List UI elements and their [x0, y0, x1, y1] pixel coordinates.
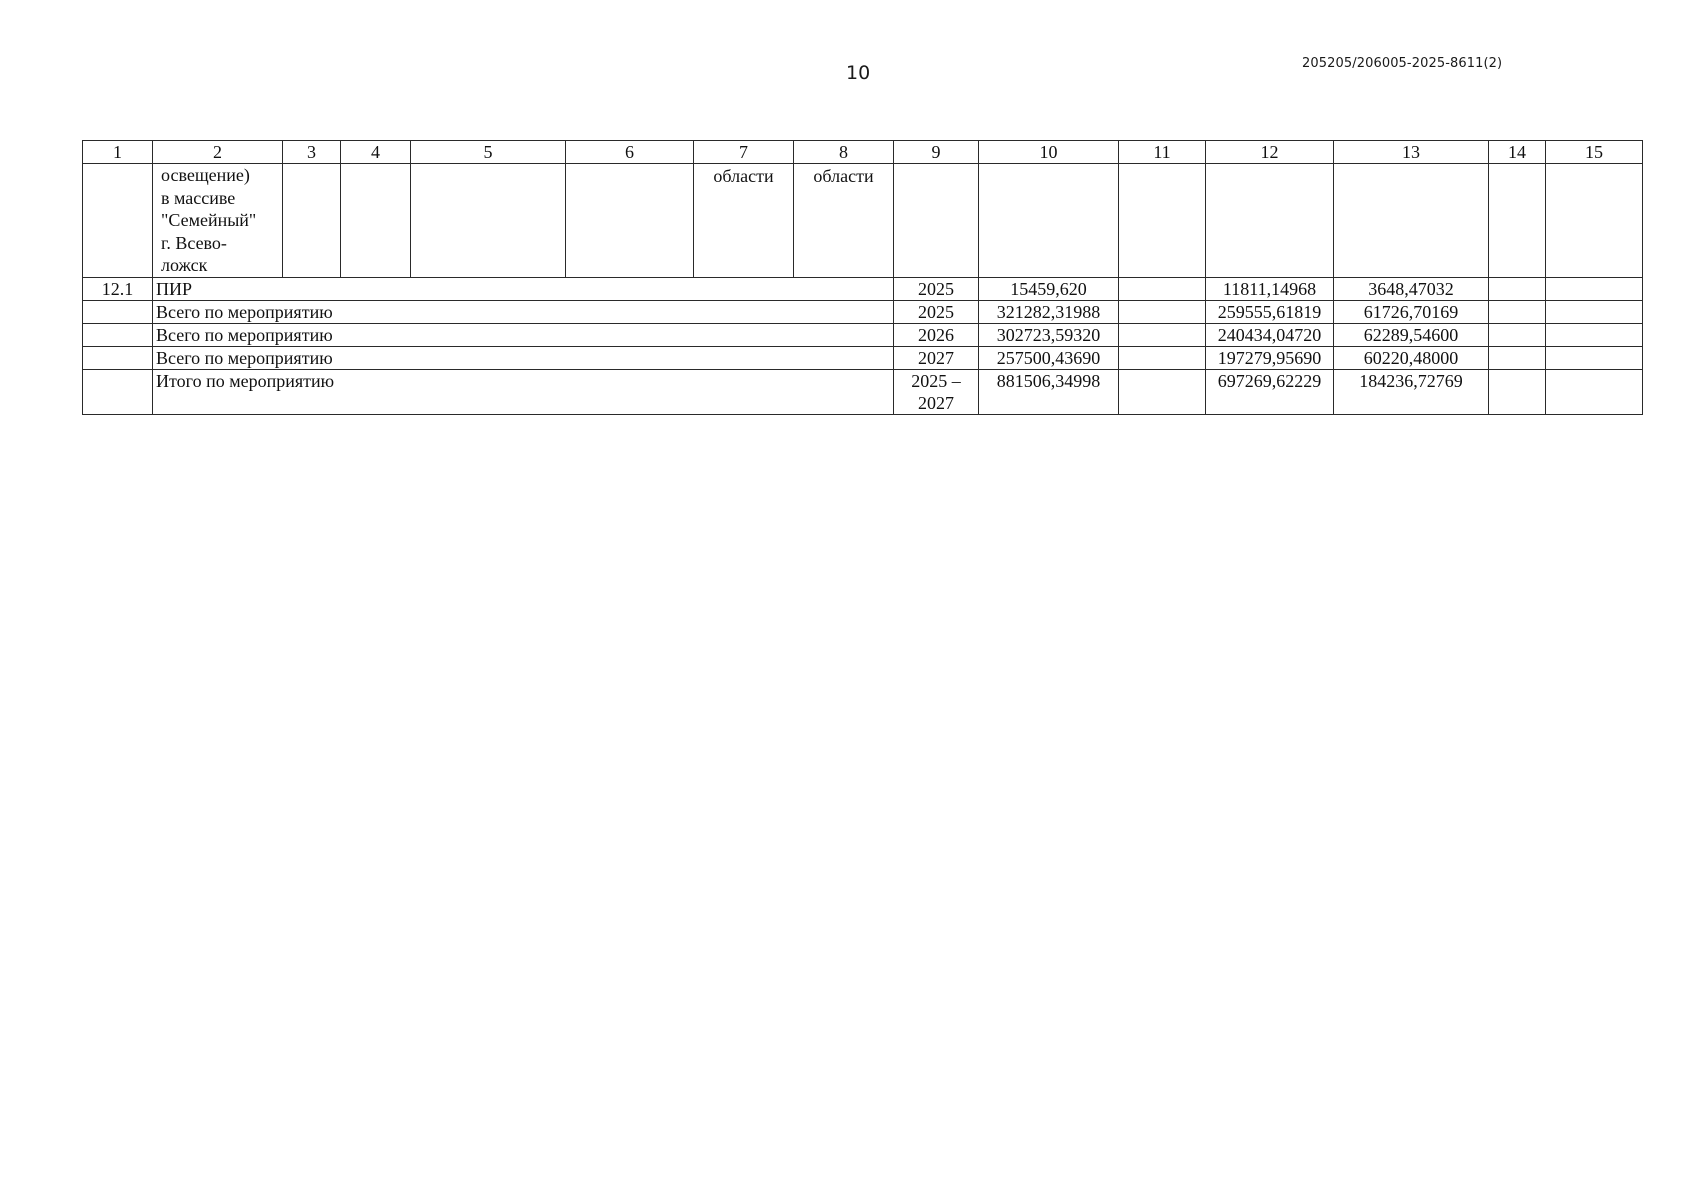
table-cell — [1546, 370, 1643, 415]
item-number — [83, 301, 153, 324]
item-number — [83, 324, 153, 347]
column-header: 11 — [1119, 141, 1206, 164]
amount-cell-col13: 61726,70169 — [1334, 301, 1489, 324]
table-cell — [411, 164, 566, 278]
year-cell: 2026 — [894, 324, 979, 347]
year-cell: 2025 — [894, 301, 979, 324]
table-cell — [1489, 324, 1546, 347]
table-cell — [1546, 301, 1643, 324]
column-header: 12 — [1206, 141, 1334, 164]
total-row — [83, 370, 1643, 415]
table-cell — [1206, 164, 1334, 278]
table-cell — [341, 164, 411, 278]
table-cell — [1489, 347, 1546, 370]
item-label: Всего по мероприятию — [153, 301, 894, 324]
column-header: 7 — [694, 141, 794, 164]
amount-cell-col12: 259555,61819 — [1206, 301, 1334, 324]
total-amount-cell: 257500,43690 — [979, 347, 1119, 370]
column-header: 2 — [153, 141, 283, 164]
item-label: Всего по мероприятию — [153, 347, 894, 370]
table-cell — [1489, 278, 1546, 301]
column-header: 1 — [83, 141, 153, 164]
item-label: Всего по мероприятию — [153, 324, 894, 347]
column-header: 14 — [1489, 141, 1546, 164]
total-amount-cell: 321282,31988 — [979, 301, 1119, 324]
region-cell: области — [694, 164, 794, 278]
table-cell — [83, 164, 153, 278]
column-header: 13 — [1334, 141, 1489, 164]
amount-cell-col12: 11811,14968 — [1206, 278, 1334, 301]
table-cell — [979, 164, 1119, 278]
table-cell — [1334, 164, 1489, 278]
region-cell: области — [794, 164, 894, 278]
table-cell — [1546, 347, 1643, 370]
description-line: в массиве — [161, 187, 236, 208]
table-cell — [1489, 164, 1546, 278]
column-header: 8 — [794, 141, 894, 164]
table-cell — [1489, 301, 1546, 324]
table-cell — [283, 164, 341, 278]
item-number: 12.1 — [83, 278, 153, 301]
document-code: 205205/206005-2025-8611(2) — [1302, 56, 1503, 71]
table-cell — [1119, 301, 1206, 324]
period-end: 2027 — [918, 393, 954, 413]
column-header: 3 — [283, 141, 341, 164]
amount-cell-col12: 697269,62229 — [1206, 370, 1334, 415]
description-line: г. Всево- — [161, 232, 227, 253]
table-row — [83, 301, 1643, 324]
description-line: "Семейный" — [161, 210, 257, 230]
table-row — [83, 347, 1643, 370]
table-cell — [1119, 324, 1206, 347]
amount-cell-col12: 197279,95690 — [1206, 347, 1334, 370]
amount-cell-col13: 62289,54600 — [1334, 324, 1489, 347]
amount-cell-col13: 60220,48000 — [1334, 347, 1489, 370]
table-cell — [566, 164, 694, 278]
table-cell — [1546, 164, 1643, 278]
column-header: 15 — [1546, 141, 1643, 164]
column-header: 4 — [341, 141, 411, 164]
column-header: 10 — [979, 141, 1119, 164]
table-row — [83, 278, 1643, 301]
table-cell — [1119, 164, 1206, 278]
year-cell: 2025 — [894, 278, 979, 301]
table-row — [83, 324, 1643, 347]
total-amount-cell: 881506,34998 — [979, 370, 1119, 415]
column-header: 5 — [411, 141, 566, 164]
column-header: 6 — [566, 141, 694, 164]
object-description-cell — [153, 164, 283, 278]
table-cell — [1119, 278, 1206, 301]
column-number-row — [83, 141, 1643, 164]
year-cell: 2027 — [894, 347, 979, 370]
page-number: 10 — [846, 62, 871, 84]
column-header: 9 — [894, 141, 979, 164]
item-number — [83, 347, 153, 370]
item-number — [83, 370, 153, 415]
description-line: освещение) — [161, 165, 250, 185]
continuation-row — [83, 164, 1643, 278]
table-cell — [894, 164, 979, 278]
budget-table — [82, 140, 1643, 415]
amount-cell-col13: 3648,47032 — [1334, 278, 1489, 301]
item-label: ПИР — [153, 278, 894, 301]
table-cell — [1546, 324, 1643, 347]
period-cell — [894, 370, 979, 415]
total-label: Итого по мероприятию — [153, 370, 894, 415]
period-start: 2025 – — [911, 371, 961, 391]
table-cell — [1119, 370, 1206, 415]
description-line: ложск — [161, 255, 208, 275]
amount-cell-col12: 240434,04720 — [1206, 324, 1334, 347]
amount-cell-col13: 184236,72769 — [1334, 370, 1489, 415]
table-cell — [1546, 278, 1643, 301]
total-amount-cell: 15459,620 — [979, 278, 1119, 301]
table-cell — [1489, 370, 1546, 415]
total-amount-cell: 302723,59320 — [979, 324, 1119, 347]
table-cell — [1119, 347, 1206, 370]
